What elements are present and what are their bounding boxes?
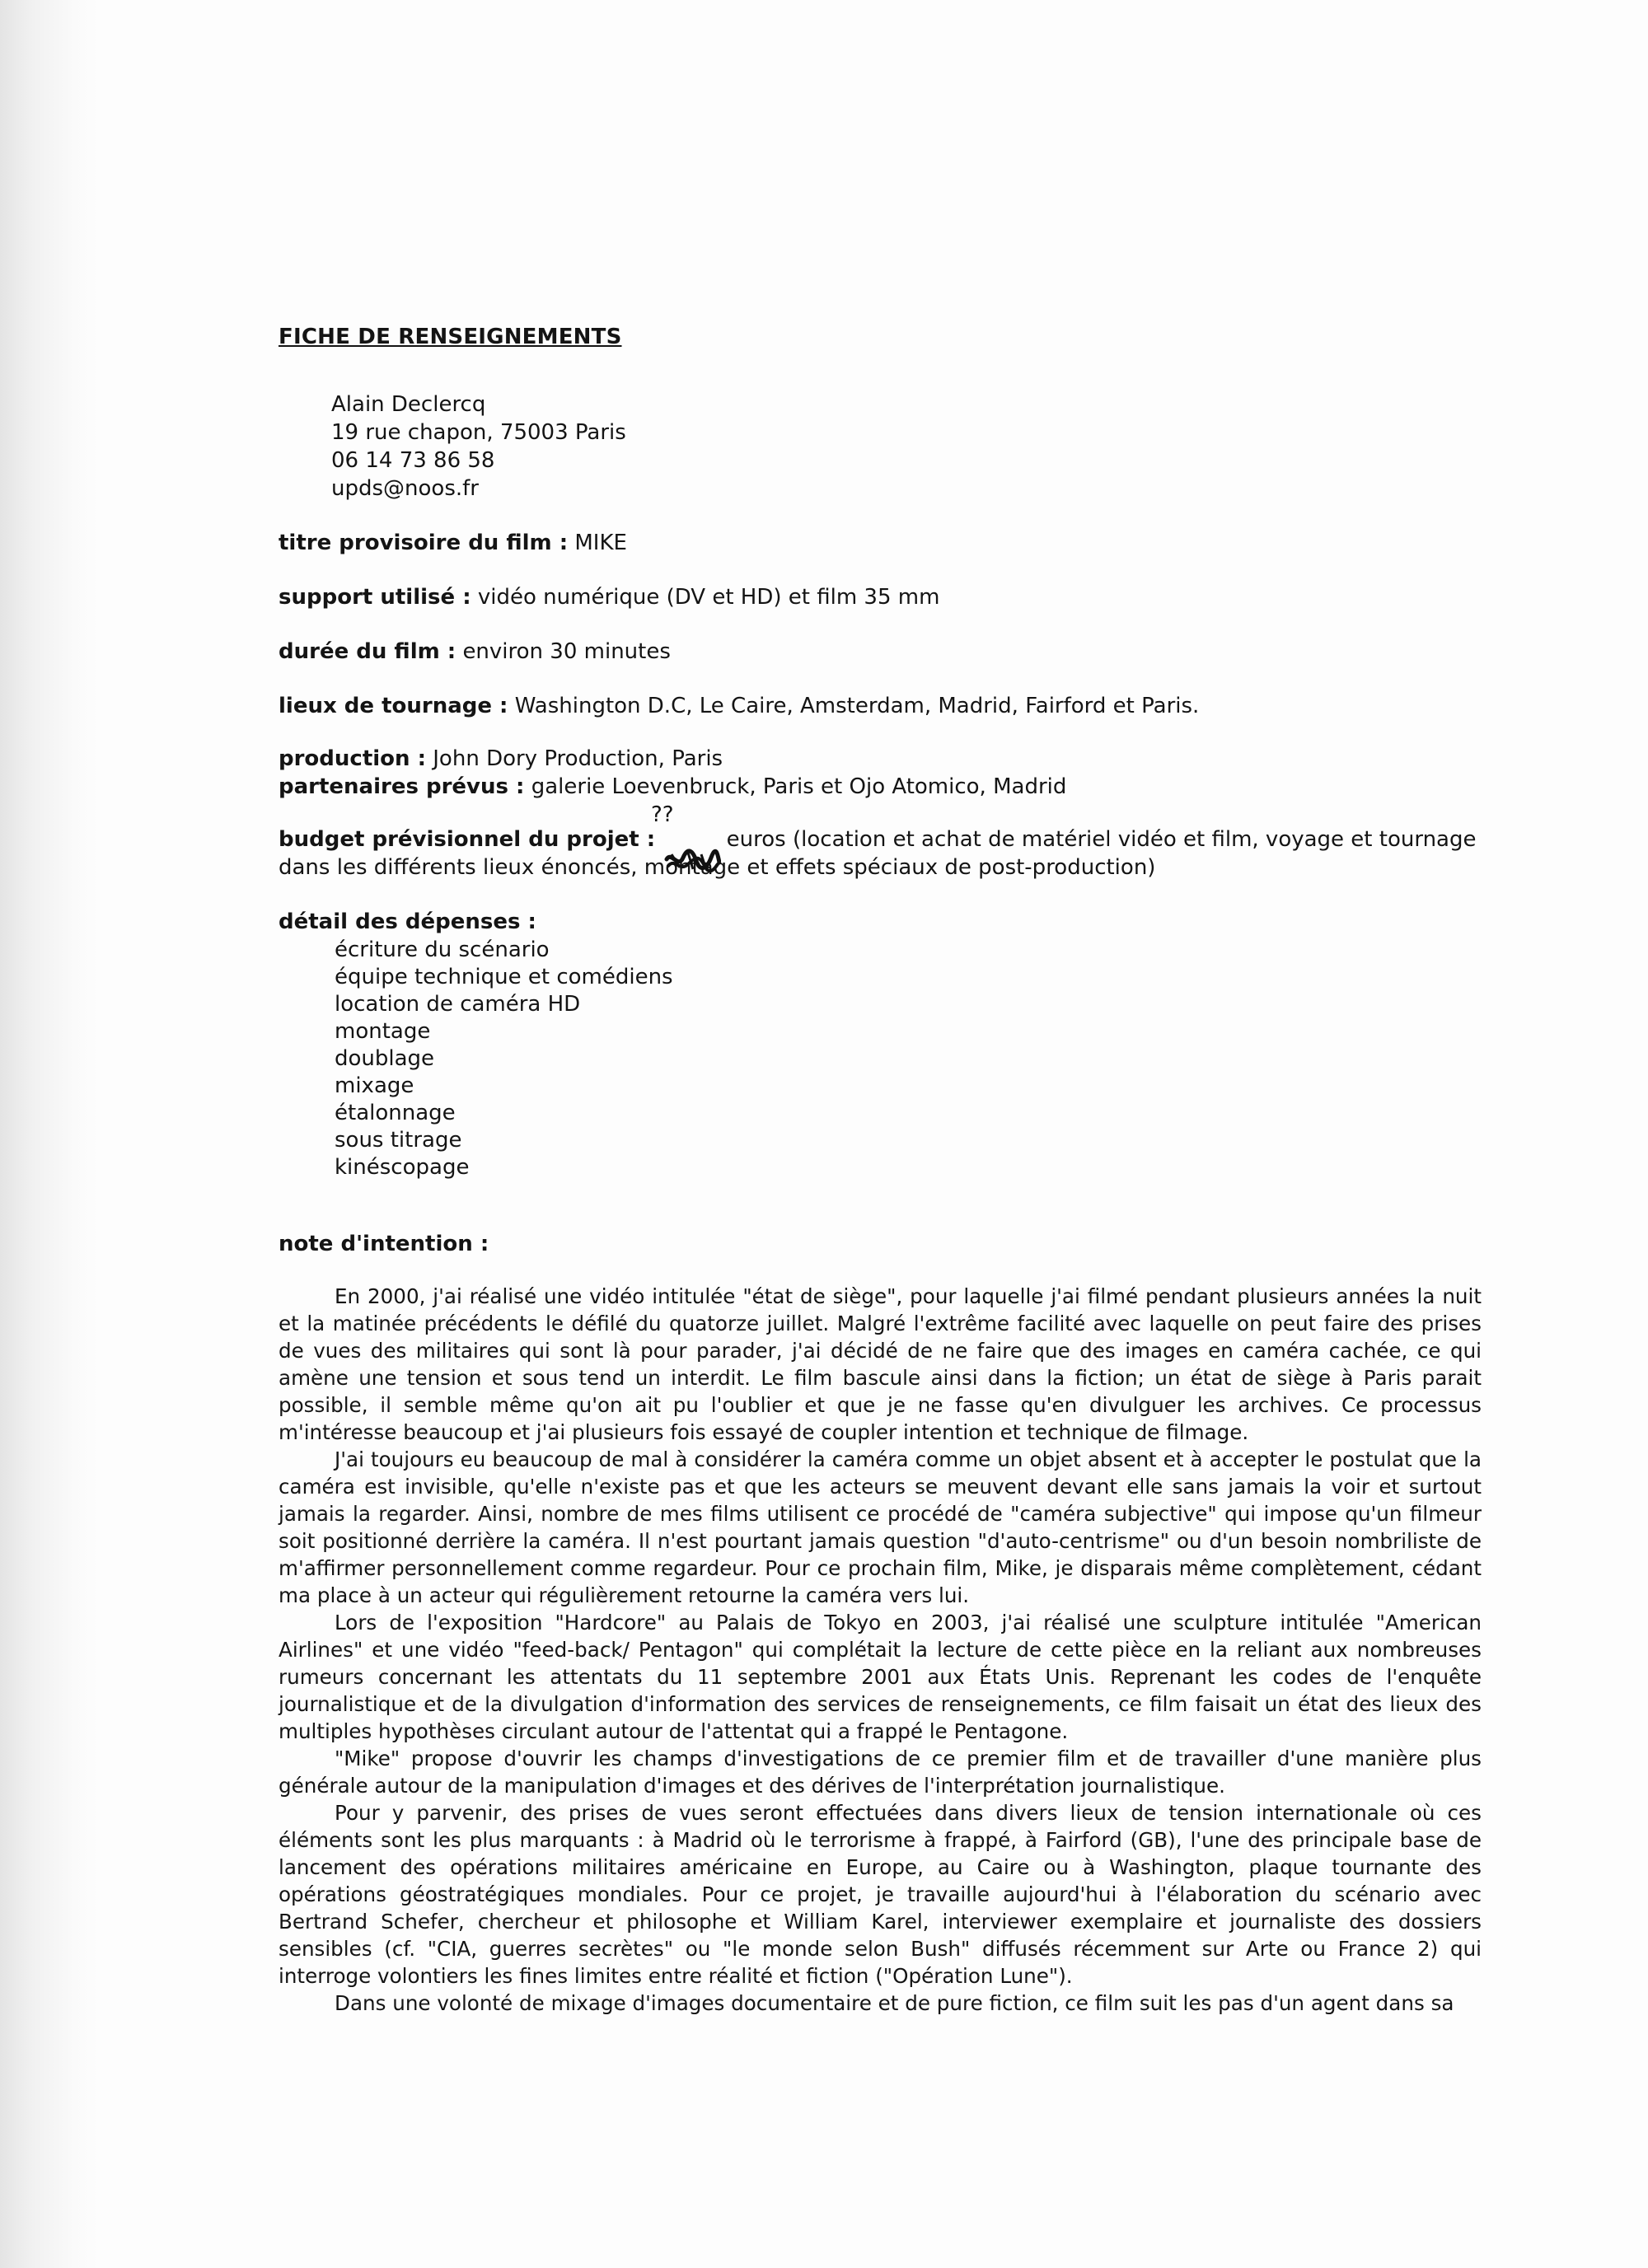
budget-block <box>279 802 1482 881</box>
intent-heading: note d'intention : <box>279 1232 489 1256</box>
field-value: MIKE <box>574 531 627 555</box>
list-item: kinéscopage <box>335 1155 470 1180</box>
budget-label: budget prévisionnel du projet : <box>279 827 656 852</box>
paragraph: Lors de l'exposition "Hardcore" au Palais de Tokyo en 2003, j'ai réalisé une sculpture intitulée "American Airlines" et une vidéo "feed-back/ Pentagon" qui complétait la lecture de cette pièce en la reliant aux nombreuses rumeurs concernant les attentats du 11 septembre 2001 aux États Unis. Reprenant les codes de l'enquête journalistique et de la divulgation d'information des services de renseignements, ce film faisait un état des lieux des multiples hypothèses circulant autour de l'attentat qui a frappé le Pentagone. <box>279 1611 1482 1743</box>
expenses-heading: détail des dépenses : <box>279 910 536 934</box>
contact-email: upds@noos.fr <box>331 476 479 501</box>
paragraph: Pour y parvenir, des prises de vues seront effectuées dans divers lieux de tension internationale où ces éléments sont les plus marquants : à Madrid où le terrorisme à frappé, à Fairford (GB), l'une des principale base de lancement des opérations militaires américaine en Europe, au Caire ou à Washington, plaque tournante des opérations géostratégiques mondiales. Pour ce projet, je travaille aujourd'hui à l'élaboration du scénario avec Bertrand Schefer, chercheur et philosophe et William Karel, interviewer exemplaire et journaliste des dossiers sensibles (cf. "CIA, guerres secrètes" ou "le monde selon Bush" diffusés récemment sur Arte ou France 2) qui interroge volontiers les fines limites entre réalité et fiction ("Opération Lune"). <box>279 1801 1482 1988</box>
field-lieux <box>279 692 1482 720</box>
field-titre <box>279 529 1482 557</box>
list-item: location de caméra HD <box>335 992 581 1017</box>
field-duree <box>279 638 1482 666</box>
field-value: John Dory Production, Paris <box>433 746 723 771</box>
list-item: écriture du scénario <box>335 938 550 962</box>
list-item: étalonnage <box>335 1101 456 1125</box>
scribble-mark-icon <box>663 848 721 874</box>
list-item: mixage <box>335 1073 414 1098</box>
field-production <box>279 745 1482 773</box>
contact-address: 19 rue chapon, 75003 Paris <box>331 420 626 445</box>
expenses-list <box>279 936 1482 1181</box>
field-label: lieux de tournage : <box>279 694 508 718</box>
intent-text <box>279 1283 1482 2017</box>
list-item: montage <box>335 1019 431 1044</box>
field-support <box>279 583 1482 611</box>
list-item: sous titrage <box>335 1128 462 1153</box>
field-label: titre provisoire du film : <box>279 531 569 555</box>
contact-block <box>279 390 1482 503</box>
document-body <box>279 323 1482 2017</box>
budget-text: euros (location et achat de matériel vidéo et film, voyage et tournage dans les différents lieux énoncés, montage et effets spéciaux de post-production) <box>279 827 1477 880</box>
paragraph: "Mike" propose d'ouvrir les champs d'investigations de ce premier film et de travailler d'une manière plus générale autour de la manipulation d'images et des dérives de l'interprétation journalistique. <box>279 1747 1482 1798</box>
paragraph: En 2000, j'ai réalisé une vidéo intitulée "état de siège", pour laquelle j'ai filmé pendant plusieurs années la nuit et la matinée précédents le défilé du quatorze juillet. Malgré l'extrême facilité avec laquelle on peut faire des prises de vues des militaires qui sont là pour parader, j'ai décidé de ne faire que des images en caméra cachée, ce qui amène une tension et sous tend un interdit. Le film bascule ainsi dans la fiction; un état de siège à Paris parait possible, il semble même qu'on ait pu l'oublier et que je ne fasse qu'en divulguer les archives. Ce processus m'intéresse beaucoup et j'ai plusieurs fois essayé de coupler intention et technique de filmage. <box>279 1284 1482 1444</box>
field-value: environ 30 minutes <box>462 639 671 664</box>
handwritten-annotation: ?? <box>651 802 674 827</box>
contact-name: Alain Declercq <box>331 392 486 417</box>
field-value: galerie Loevenbruck, Paris et Ojo Atomico, Madrid <box>531 774 1067 799</box>
field-label: partenaires prévus : <box>279 774 525 799</box>
field-value: Washington D.C, Le Caire, Amsterdam, Madrid, Fairford et Paris. <box>514 694 1200 718</box>
field-value: vidéo numérique (DV et HD) et film 35 mm <box>477 585 940 610</box>
paragraph: Dans une volonté de mixage d'images documentaire et de pure fiction, ce film suit les pas d'un agent dans sa <box>335 1991 1454 2015</box>
scan-edge-shadow <box>0 0 99 2268</box>
contact-phone: 06 14 73 86 58 <box>331 448 495 473</box>
field-label: durée du film : <box>279 639 456 664</box>
field-partenaires <box>279 773 1482 801</box>
field-label: support utilisé : <box>279 585 471 610</box>
field-label: production : <box>279 746 426 771</box>
list-item: équipe technique et comédiens <box>335 965 673 989</box>
list-item: doublage <box>335 1046 435 1071</box>
paragraph: J'ai toujours eu beaucoup de mal à considérer la caméra comme un objet absent et à accepter le postulat que la caméra est invisible, qu'elle n'existe pas et que les acteurs se meuvent devant elle sans jamais la voir et surtout jamais la regarder. Ainsi, nombre de mes films utilisent ce procédé de "caméra subjective" qui impose qu'un filmeur soit positionné derrière la caméra. Il n'est pourtant jamais question "d'auto-centrisme" ou d'un besoin nombriliste de m'affirmer personnellement comme regardeur. Pour ce prochain film, Mike, je disparais même complètement, cédant ma place à un acteur qui régulièrement retourne la caméra vers lui. <box>279 1447 1482 1607</box>
document-title: FICHE DE RENSEIGNEMENTS <box>279 325 622 349</box>
